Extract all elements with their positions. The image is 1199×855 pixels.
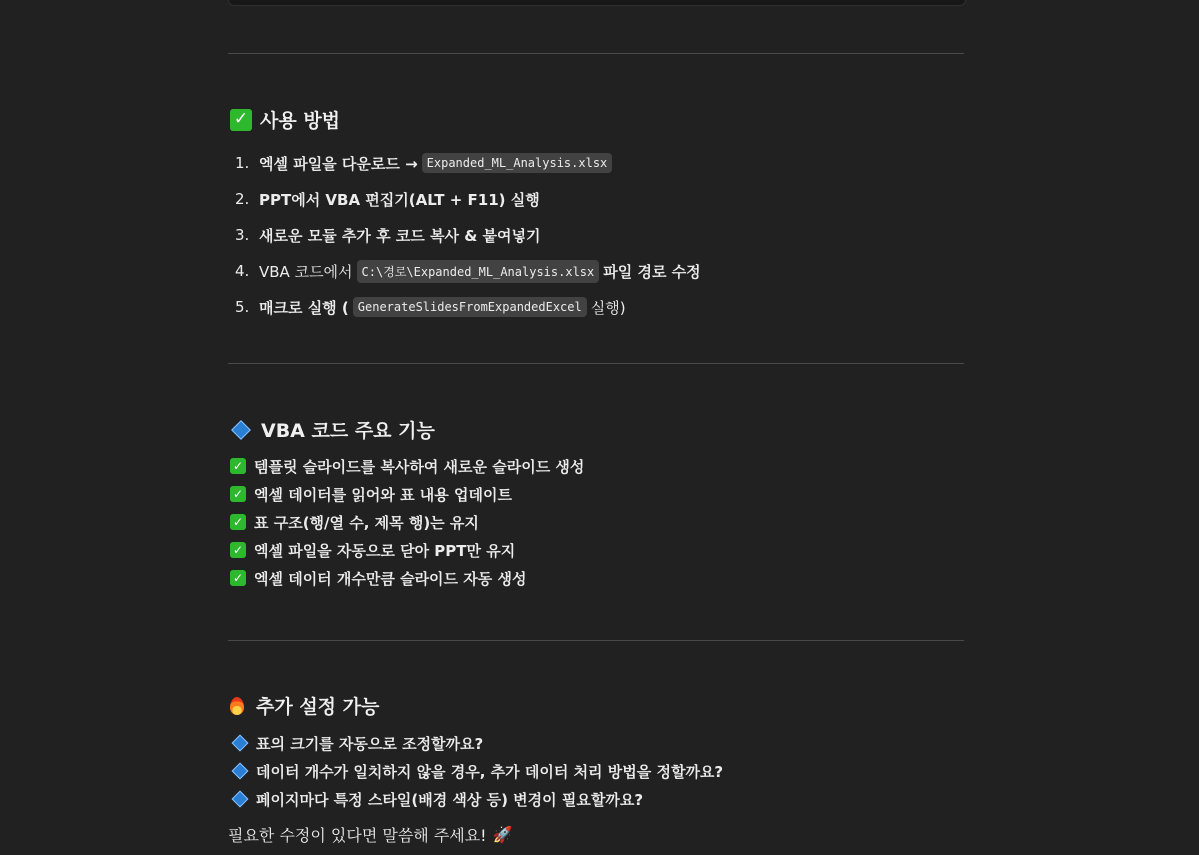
list-item: ✓ 엑셀 데이터를 읽어와 표 내용 업데이트 — [230, 480, 584, 508]
list-item: 데이터 개수가 일치하지 않을 경우, 추가 데이터 처리 방법을 정할까요? — [230, 757, 723, 785]
inline-code: C:\경로\Expanded_ML_Analysis.xlsx — [357, 260, 600, 283]
list-item: 표의 크기를 자동으로 조정할까요? — [230, 729, 723, 757]
features-list — [230, 452, 584, 592]
divider — [228, 363, 964, 364]
blue-diamond-icon — [230, 793, 250, 805]
code-block-bottom — [228, 0, 966, 6]
usage-heading — [230, 106, 340, 133]
list-item: ✓ 엑셀 파일을 자동으로 닫아 PPT만 유지 — [230, 536, 584, 564]
list-item: ✓ 표 구조(행/열 수, 제목 행)는 유지 — [230, 508, 584, 536]
list-item: 페이지마다 특정 스타일(배경 색상 등) 변경이 필요할까요? — [230, 785, 723, 813]
list-item: ✓ 엑셀 데이터 개수만큼 슬라이드 자동 생성 — [230, 564, 584, 592]
options-title: 추가 설정 가능 — [256, 696, 380, 718]
blue-diamond-icon — [230, 765, 250, 777]
divider — [228, 640, 964, 641]
list-item: 2. PPT에서 VBA 편집기(ALT + F11) 실행 — [235, 190, 540, 209]
blue-diamond-icon — [230, 737, 250, 749]
fire-icon — [226, 697, 248, 715]
check-mark-button-icon: ✓ — [230, 542, 246, 558]
list-item: 3. 새로운 모듈 추가 후 코드 복사 & 붙여넣기 — [235, 226, 541, 245]
options-list — [230, 729, 723, 813]
options-heading — [226, 692, 379, 719]
list-item: 1. 엑셀 파일을 다운로드 → Expanded_ML_Analysis.xlsx — [230, 145, 701, 181]
list-item: 5. 매크로 실행 ( GenerateSlidesFromExpandedExcel 실행) — [235, 298, 626, 317]
features-heading — [230, 416, 435, 443]
check-mark-button-icon: ✓ — [230, 109, 252, 131]
check-mark-button-icon: ✓ — [230, 514, 246, 530]
rocket-icon: 🚀 — [492, 825, 513, 844]
closing-line — [228, 823, 513, 846]
inline-code: GenerateSlidesFromExpandedExcel — [353, 297, 587, 317]
check-mark-button-icon: ✓ — [230, 458, 246, 474]
check-mark-button-icon: ✓ — [230, 570, 246, 586]
list-item: 4. VBA 코드에서 C:\경로\Expanded_ML_Analysis.xlsx 파일 경로 수정 — [230, 253, 701, 289]
list-item: ✓ 템플릿 슬라이드를 복사하여 새로운 슬라이드 생성 — [230, 452, 584, 480]
features-title: VBA 코드 주요 기능 — [261, 420, 435, 442]
usage-title: 사용 방법 — [260, 110, 341, 132]
divider — [228, 53, 964, 54]
check-mark-button-icon: ✓ — [230, 486, 246, 502]
usage-steps-list — [230, 145, 701, 325]
inline-code: Expanded_ML_Analysis.xlsx — [422, 153, 613, 173]
closing-text: 필요한 수정이 있다면 말씀해 주세요! — [228, 826, 487, 845]
blue-diamond-icon — [230, 423, 253, 437]
